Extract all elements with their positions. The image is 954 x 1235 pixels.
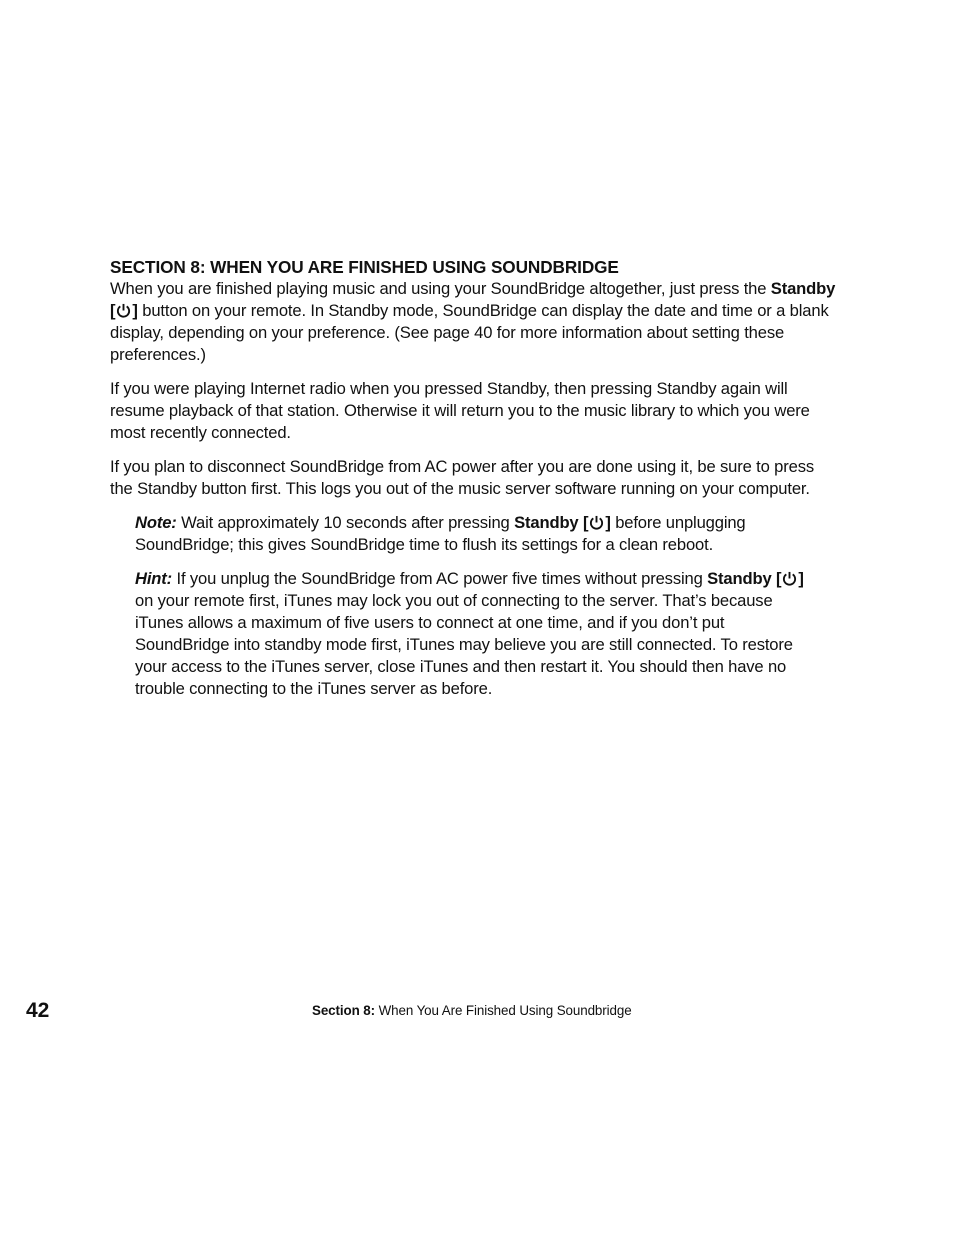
page-number: 42 [26,999,50,1022]
section-content [110,256,840,712]
standby-button-label [514,513,611,532]
paragraph-text: button on your remote. In Standby mode, SoundBridge can display the date and time or a blank display, depending on your preference. (See page 40 for more information about setting these preferences.) [110,301,829,364]
paragraph-standby-intro [110,278,840,366]
bracket-close: ] [798,569,804,588]
hint-text: on your remote first, iTunes may lock you out of connecting to the server. That’s because iTunes allows a maximum of five users to connect at one time, and if you don’t put SoundBridge into standby mode first, iTunes may believe you are still connected. To restore your access to the iTunes server, close iTunes and then restart it. You should then have no trouble connecting to the iTunes server as before. [135,591,793,698]
note-label: Note: [135,513,177,532]
paragraph-text: When you are finished playing music and using your SoundBridge altogether, just press the [110,279,771,298]
power-icon [116,303,131,318]
bracket-close: ] [132,301,138,320]
standby-button-label [707,569,804,588]
power-icon [782,571,797,586]
note-text: Wait approximately 10 seconds after pressing [176,513,515,532]
footer-section-title: When You Are Finished Using Soundbridge [375,1003,632,1018]
hint-text: If you unplug the SoundBridge from AC power five times without pressing [172,569,708,588]
footer-section-label: Section 8: [312,1003,375,1018]
standby-text: Standby [ [707,569,782,588]
hint-label: Hint: [135,569,173,588]
power-icon [589,515,604,530]
running-footer [312,1002,632,1020]
standby-text: Standby [ [514,513,589,532]
section-heading: SECTION 8: WHEN YOU ARE FINISHED USING SOUNDBRIDGE [110,257,619,277]
note-text: before unplugging SoundBridge; this gives SoundBridge time to flush its settings for a clean reboot. [135,513,746,554]
note-paragraph [135,512,807,556]
bracket-close: ] [605,513,611,532]
standby-text: Standby [ [110,279,836,320]
paragraph-internet-radio: If you were playing Internet radio when you pressed Standby, then pressing Standby again will resume playback of that station. Otherwise it will return you to the music library to which you were most recently connected. [110,379,810,442]
paragraph-disconnect-power: If you plan to disconnect SoundBridge from AC power after you are done using it, be sure to press the Standby button first. This logs you out of the music server software running on your computer. [110,457,815,498]
hint-paragraph [135,568,807,700]
